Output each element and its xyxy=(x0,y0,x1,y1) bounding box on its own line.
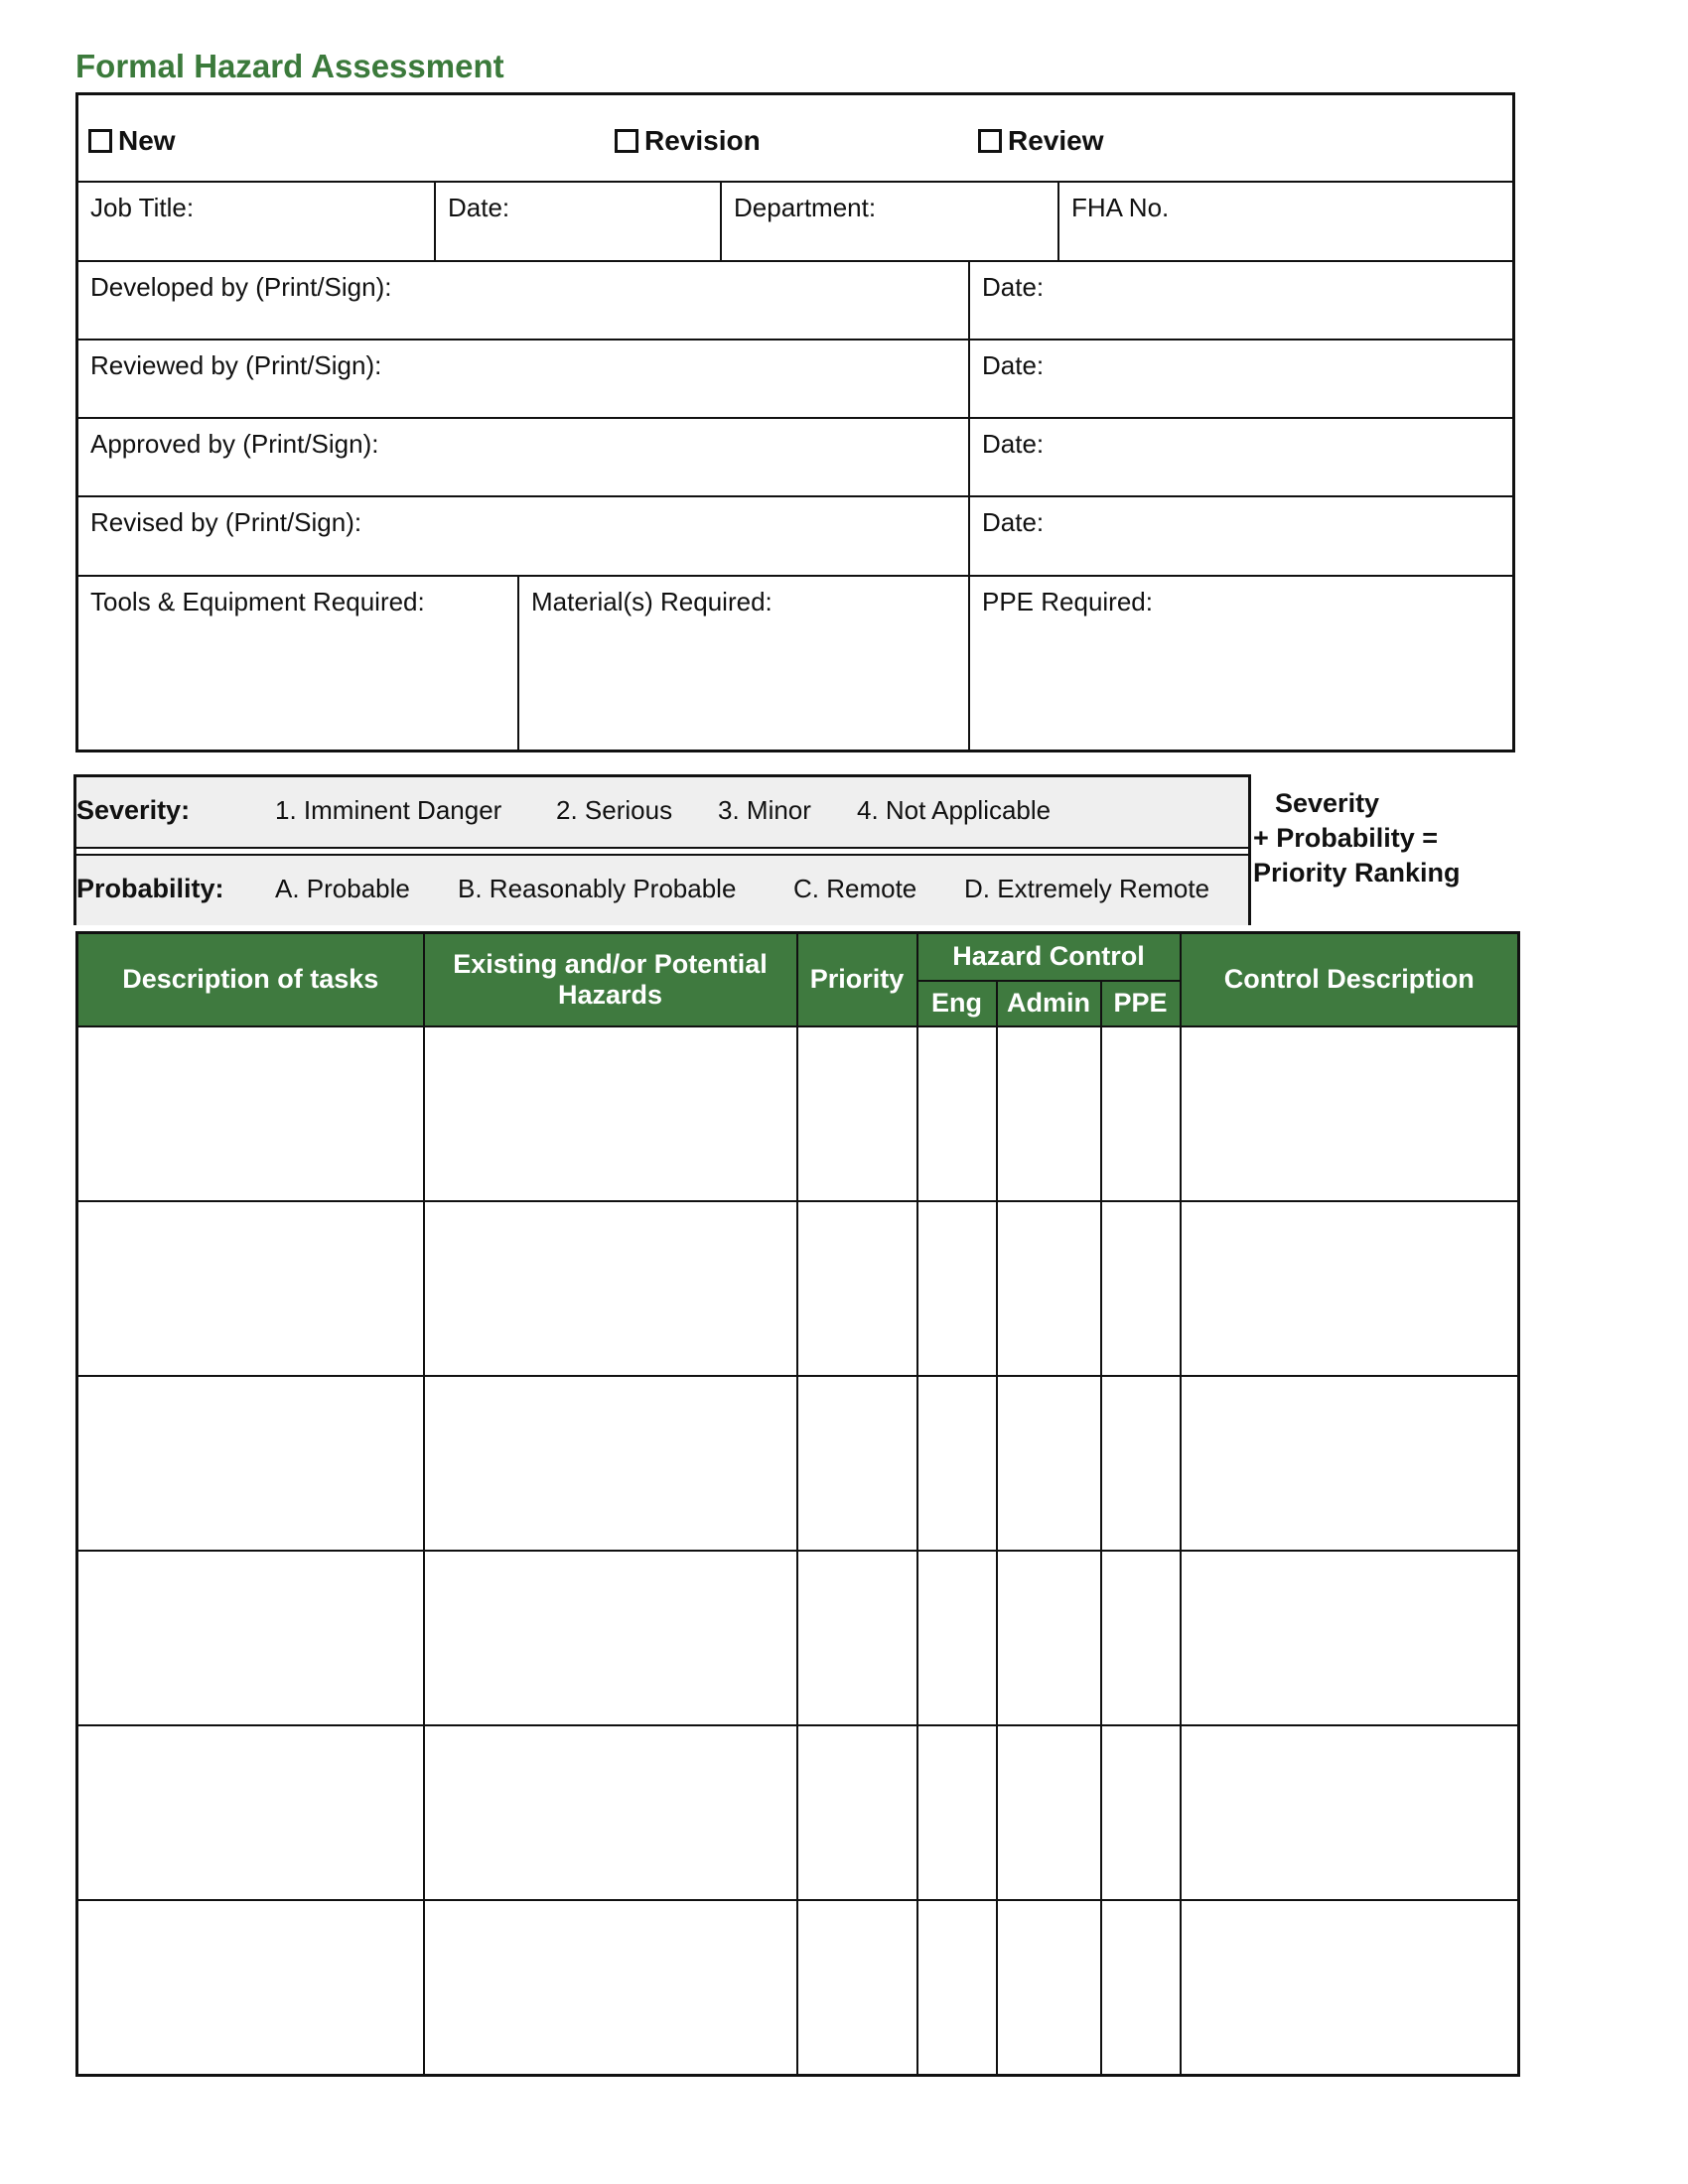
signoff-row xyxy=(78,262,1512,341)
revised-date-field[interactable] xyxy=(968,497,1512,575)
review-checkbox[interactable] xyxy=(978,125,1104,157)
header-hazard-control: Hazard Control xyxy=(917,933,1181,981)
control-description-cell[interactable] xyxy=(1181,1026,1519,1201)
checkbox-icon xyxy=(88,129,112,153)
eng-cell[interactable] xyxy=(917,1376,997,1551)
developed-by-label: Developed by (Print/Sign): xyxy=(90,272,392,302)
admin-cell[interactable] xyxy=(997,1026,1101,1201)
developed-by-field[interactable] xyxy=(78,262,968,339)
hazard-cell[interactable] xyxy=(424,1376,797,1551)
eng-cell[interactable] xyxy=(917,1900,997,2076)
tools-label: Tools & Equipment Required: xyxy=(90,587,425,616)
task-cell[interactable] xyxy=(77,1900,424,2076)
signoff-row xyxy=(78,497,1512,577)
severity-option: 1. Imminent Danger xyxy=(275,795,502,825)
priority-cell[interactable] xyxy=(797,1376,917,1551)
header-admin: Admin xyxy=(997,981,1101,1026)
approved-date-label: Date: xyxy=(982,429,1045,459)
control-description-cell[interactable] xyxy=(1181,1376,1519,1551)
priority-cell[interactable] xyxy=(797,1725,917,1900)
checkbox-icon xyxy=(978,129,1002,153)
ppe-cell[interactable] xyxy=(1101,1725,1181,1900)
ranking-line: + Probability = xyxy=(1253,823,1439,853)
table-row xyxy=(77,1201,1519,1376)
ranking-line: Severity xyxy=(1275,788,1380,818)
approved-date-field[interactable] xyxy=(968,419,1512,495)
probability-row xyxy=(76,854,1248,925)
checkbox-icon xyxy=(615,129,638,153)
tools-field[interactable] xyxy=(78,577,517,750)
ppe-cell[interactable] xyxy=(1101,1551,1181,1725)
developed-date-label: Date: xyxy=(982,272,1045,302)
header-form xyxy=(75,92,1515,752)
header-priority: Priority xyxy=(797,933,917,1026)
header-hazards-line: Hazards xyxy=(557,979,663,1010)
severity-label: Severity: xyxy=(76,795,191,825)
ppe-label: PPE Required: xyxy=(982,587,1153,616)
admin-cell[interactable] xyxy=(997,1201,1101,1376)
hazard-cell[interactable] xyxy=(424,1900,797,2076)
task-cell[interactable] xyxy=(77,1551,424,1725)
task-cell[interactable] xyxy=(77,1725,424,1900)
control-description-cell[interactable] xyxy=(1181,1900,1519,2076)
eng-cell[interactable] xyxy=(917,1551,997,1725)
revised-by-label: Revised by (Print/Sign): xyxy=(90,507,362,537)
signoff-row xyxy=(78,419,1512,497)
priority-cell[interactable] xyxy=(797,1900,917,2076)
task-cell[interactable] xyxy=(77,1376,424,1551)
reviewed-date-label: Date: xyxy=(982,350,1045,380)
job-title-label: Job Title: xyxy=(90,193,195,222)
table-row xyxy=(77,1551,1519,1725)
hazard-cell[interactable] xyxy=(424,1026,797,1201)
header-control-description: Control Description xyxy=(1181,933,1519,1026)
header-tasks: Description of tasks xyxy=(77,933,424,1026)
fha-no-label: FHA No. xyxy=(1071,193,1170,222)
requirements-row xyxy=(78,577,1512,750)
admin-cell[interactable] xyxy=(997,1725,1101,1900)
approved-by-field[interactable] xyxy=(78,419,968,495)
control-description-cell[interactable] xyxy=(1181,1201,1519,1376)
ppe-cell[interactable] xyxy=(1101,1900,1181,2076)
priority-legend xyxy=(73,774,1251,925)
severity-option: 4. Not Applicable xyxy=(857,795,1052,825)
developed-date-field[interactable] xyxy=(968,262,1512,339)
new-checkbox[interactable] xyxy=(88,125,176,157)
table-row xyxy=(77,1026,1519,1201)
ppe-field[interactable] xyxy=(968,577,1512,750)
department-field[interactable] xyxy=(720,183,1057,260)
admin-cell[interactable] xyxy=(997,1900,1101,2076)
eng-cell[interactable] xyxy=(917,1026,997,1201)
revised-by-field[interactable] xyxy=(78,497,968,575)
severity-row xyxy=(76,777,1248,849)
table-row xyxy=(77,1900,1519,2076)
admin-cell[interactable] xyxy=(997,1376,1101,1551)
date-label: Date: xyxy=(448,193,510,222)
probability-option: B. Reasonably Probable xyxy=(458,874,737,903)
priority-ranking-note xyxy=(1253,786,1461,890)
probability-label: Probability: xyxy=(76,874,224,903)
hazard-cell[interactable] xyxy=(424,1725,797,1900)
review-label: Review xyxy=(1008,125,1104,156)
priority-cell[interactable] xyxy=(797,1201,917,1376)
revised-date-label: Date: xyxy=(982,507,1045,537)
probability-option: D. Extremely Remote xyxy=(964,874,1210,903)
priority-cell[interactable] xyxy=(797,1026,917,1201)
header-eng: Eng xyxy=(917,981,997,1026)
ppe-cell[interactable] xyxy=(1101,1201,1181,1376)
approved-by-label: Approved by (Print/Sign): xyxy=(90,429,379,459)
task-cell[interactable] xyxy=(77,1026,424,1201)
task-cell[interactable] xyxy=(77,1201,424,1376)
reviewed-by-field[interactable] xyxy=(78,341,968,417)
hazard-cell[interactable] xyxy=(424,1201,797,1376)
ppe-cell[interactable] xyxy=(1101,1376,1181,1551)
fha-no-field[interactable] xyxy=(1057,183,1512,260)
header-hazards xyxy=(424,933,797,1026)
reviewed-date-field[interactable] xyxy=(968,341,1512,417)
eng-cell[interactable] xyxy=(917,1201,997,1376)
severity-option: 3. Minor xyxy=(718,795,811,825)
header-hazards-line: Existing and/or Potential xyxy=(453,948,768,979)
signoff-row xyxy=(78,341,1512,419)
eng-cell[interactable] xyxy=(917,1725,997,1900)
page-title: Formal Hazard Assessment xyxy=(75,48,504,84)
ranking-line: Priority Ranking xyxy=(1253,858,1461,887)
type-row xyxy=(78,95,1512,183)
admin-cell[interactable] xyxy=(997,1551,1101,1725)
probability-option: A. Probable xyxy=(275,874,410,903)
header-ppe: PPE xyxy=(1101,981,1181,1026)
department-label: Department: xyxy=(734,193,877,222)
hazard-table xyxy=(75,931,1520,2077)
revision-label: Revision xyxy=(644,125,761,156)
control-description-cell[interactable] xyxy=(1181,1725,1519,1900)
hazard-cell[interactable] xyxy=(424,1551,797,1725)
control-description-cell[interactable] xyxy=(1181,1551,1519,1725)
table-row xyxy=(77,1725,1519,1900)
reviewed-by-label: Reviewed by (Print/Sign): xyxy=(90,350,382,380)
priority-cell[interactable] xyxy=(797,1551,917,1725)
materials-label: Material(s) Required: xyxy=(531,587,773,616)
materials-field[interactable] xyxy=(517,577,968,750)
job-info-row xyxy=(78,183,1512,262)
new-label: New xyxy=(118,125,176,156)
table-row xyxy=(77,1376,1519,1551)
severity-option: 2. Serious xyxy=(556,795,673,825)
ppe-cell[interactable] xyxy=(1101,1026,1181,1201)
probability-option: C. Remote xyxy=(793,874,917,903)
date-field[interactable] xyxy=(434,183,720,260)
job-title-field[interactable] xyxy=(78,183,434,260)
revision-checkbox[interactable] xyxy=(615,125,761,157)
